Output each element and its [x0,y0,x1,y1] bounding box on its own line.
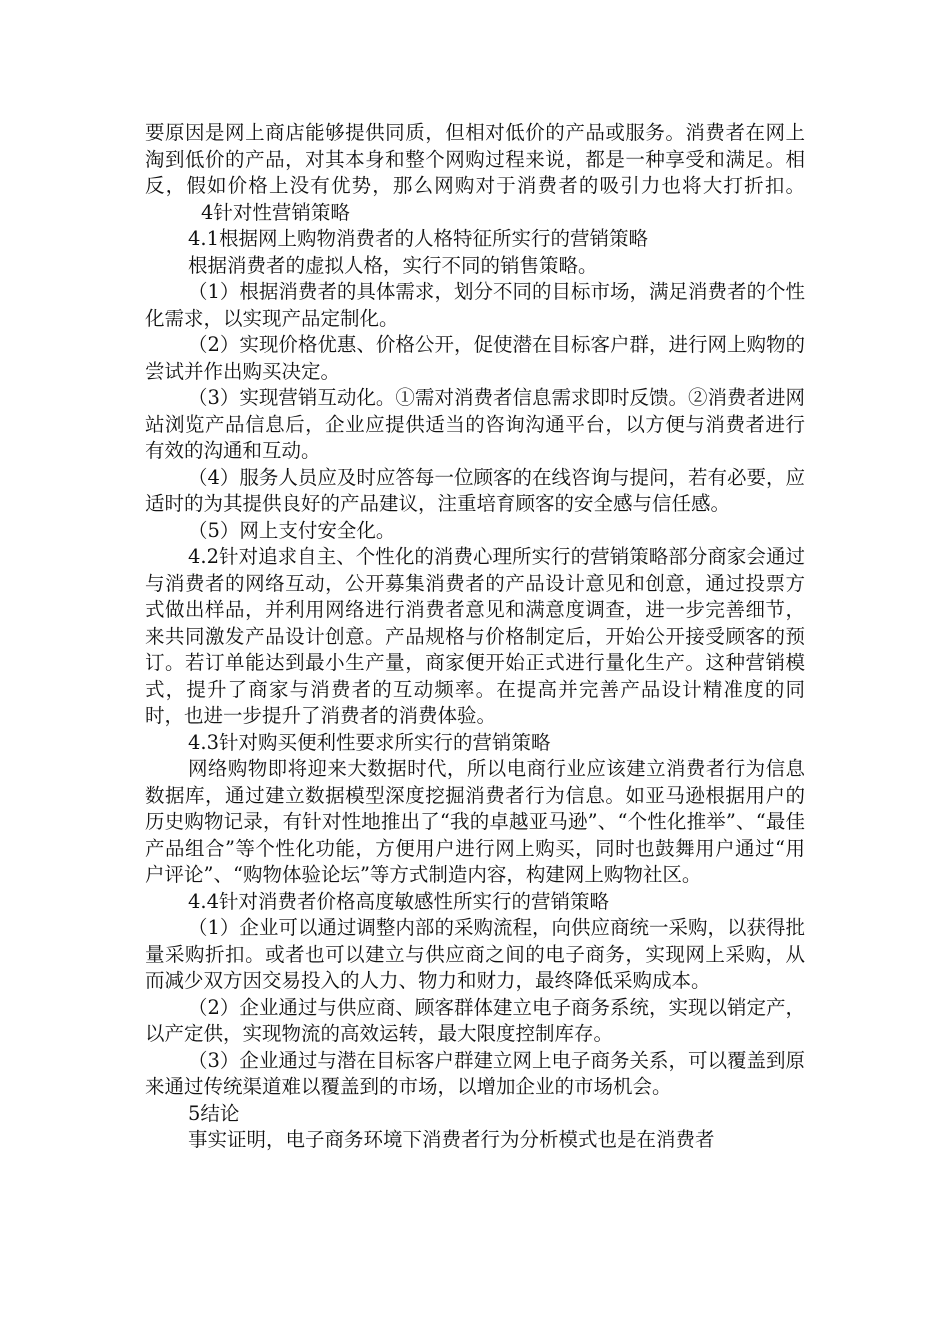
section-4-4-item-2: （2）企业通过与供应商、顾客群体建立电子商务系统，实现以销定产，以产定供，实现物流的高效运转，最大限度控制库存。 [145,995,805,1045]
section-4-heading: 4针对性营销策略 [201,200,350,224]
section-4-1-item-3: （3）实现营销互动化。①需对消费者信息需求即时反馈。②消费者进网站浏览产品信息后，企业应提供适当的咨询沟通平台，以方便与消费者进行有效的沟通和互动。 [145,386,805,462]
section-4-1-item-4: （4）服务人员应及时应答每一位顾客的在线咨询与提问，若有必要，应适时的为其提供良好的产品建议，注重培育顾客的安全感与信任感。 [145,465,805,515]
section-5-heading: 5结论 [188,1101,240,1125]
section-4-1-item-1: （1）根据消费者的具体需求，划分不同的目标市场，满足消费者的个性化需求，以实现产品定制化。 [145,280,805,330]
section-4-1-heading: 4.1根据网上购物消费者的人格特征所实行的营销策略 [188,227,649,250]
section-4-3-paragraph: 网络购物即将迎来大数据时代，所以电商行业应该建立消费者行为信息数据库，通过建立数据模型深度挖掘消费者行为信息。如亚马逊根据用户的历史购物记录，有针对性地推出了“我的卓越亚马逊”、“个性化推举”、“最佳产品组合”等个性化功能，方便用户进行网上购买，同时也鼓舞用户通过“用户评论”、“购物体验论坛”等方式制造内容，构建网上购物社区。 [145,757,805,886]
paragraph-opening [145,120,805,226]
section-4-1-item-2: （2）实现价格优惠、价格公开，促使潜在目标客户群，进行网上购物的尝试并作出购买决定。 [145,333,805,383]
section-4-1-item-5: （5）网上支付安全化。 [188,518,396,542]
section-4-2-paragraph: 4.2针对追求自主、个性化的消费心理所实行的营销策略部分商家会通过与消费者的网络互动，公开募集消费者的产品设计意见和创意，通过投票方式做出样品，并利用网络进行消费者意见和满意度调查，进一步完善细节，来共同激发产品设计创意。产品规格与价格制定后，开始公开接受顾客的预订。若订单能达到最小生产量，商家便开始正式进行量化生产。这种营销模式，提升了商家与消费者的互动频率。在提高并完善产品设计精准度的同时，也进一步提升了消费者的消费体验。 [145,545,805,727]
section-4-1-intro: 根据消费者的虚拟人格，实行不同的销售策略。 [188,253,598,277]
paragraph-opening-text: 要原因是网上商店能够提供同质，但相对低价的产品或服务。消费者在网上淘到低价的产品，对其本身和整个网购过程来说，都是一种享受和满足。相反，假如价格上没有优势，那么网购对于消费者的吸引力也将大打折扣。 [145,121,805,197]
section-4-4-heading: 4.4针对消费者价格高度敏感性所实行的营销策略 [188,889,610,913]
section-5-paragraph: 事实证明，电子商务环境下消费者行为分析模式也是在消费者 [188,1128,715,1151]
section-4-4-item-3: （3）企业通过与潜在目标客户群建立网上电子商务关系，可以覆盖到原来通过传统渠道难以覆盖到的市场，以增加企业的市场机会。 [145,1048,805,1098]
section-4-4-item-1: （1）企业可以通过调整内部的采购流程，向供应商统一采购，以获得批量采购折扣。或者也可以建立与供应商之间的电子商务，实现网上采购，从而减少双方因交易投入的人力、物力和财力，最终降低采购成本。 [145,916,805,992]
document-page [145,120,805,1154]
section-4-3-heading: 4.3针对购买便利性要求所实行的营销策略 [188,730,551,754]
